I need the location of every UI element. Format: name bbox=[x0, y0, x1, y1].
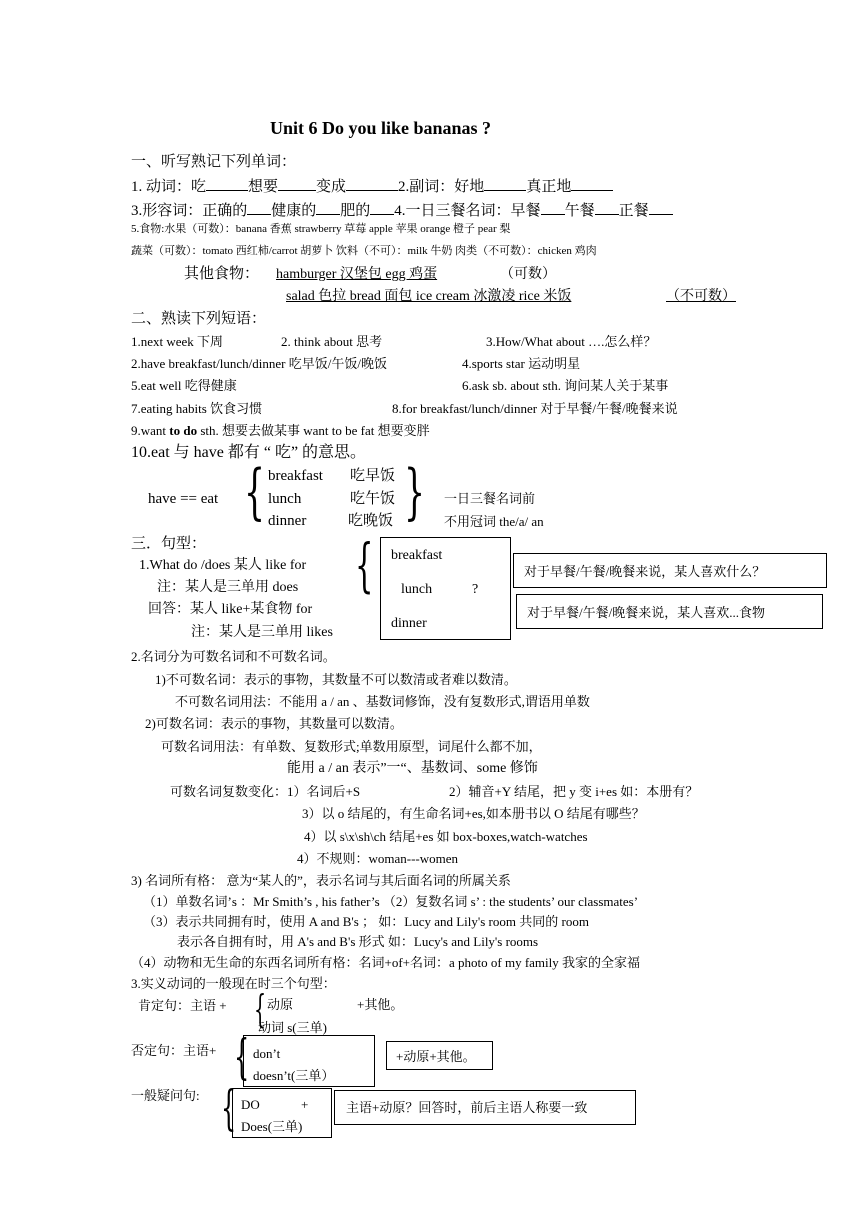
possessive-title: 3) 名词所有格： 意为“某人的”，表示名词与其后面名词的所属关系 bbox=[131, 873, 511, 888]
blank bbox=[370, 200, 394, 215]
phrase-1: 1.next week 下周 bbox=[131, 334, 224, 349]
plural-rule-3: 3）以 o 结尾的，有生命名词+es,如本册书以 O 结尾有哪些？ bbox=[302, 806, 645, 821]
meal-dinner-cn: 吃晚饭 bbox=[348, 513, 394, 529]
vocab-healthy: 健康的 bbox=[271, 203, 317, 219]
blank bbox=[278, 176, 316, 191]
positive-third-person: 动词 s(三单) bbox=[258, 1020, 327, 1035]
possessive-3: 表示各自拥有时，用 A's and B's 形式 如：Lucy's and Lily's rooms bbox=[177, 934, 539, 949]
answer-note: 注：某人是三单用 likes bbox=[191, 625, 333, 640]
noun-countable: 2)可数名词：表示的事物，其数量可以数清。 bbox=[145, 716, 403, 731]
question-meaning: 对于早餐/午餐/晚餐来说，某人喜欢什么？ bbox=[524, 564, 766, 579]
meal-lunch: lunch bbox=[268, 491, 302, 507]
noun-uncountable-usage: 不可数名词用法：不能用 a / an 、基数词修饰，没有复数形式,谓语用单数 bbox=[175, 694, 590, 709]
phrase-6: 5.eat well 吃得健康 bbox=[131, 378, 237, 393]
left-brace-icon: { bbox=[234, 1029, 250, 1085]
phrase-4: 2.have breakfast/lunch/dinner 吃早饭/午饭/晚饭 bbox=[131, 356, 387, 371]
answer-meaning: 对于早餐/午餐/晚餐来说，某人喜欢...食物 bbox=[527, 605, 765, 620]
phrase-3: 3.How/What about ….怎么样？ bbox=[486, 334, 657, 349]
blank bbox=[595, 200, 619, 215]
possessive-4: （4）动物和无生命的东西名词所有格：名词+of+名词：a photo of my family 我家的全家福 bbox=[131, 955, 640, 970]
noun-countable-usage-2: 能用 a / an 表示”一“、基数词、some 修饰 bbox=[287, 761, 538, 776]
other-food-countable-tag: （可数） bbox=[500, 267, 556, 282]
meal-note-1: 一日三餐名词前 bbox=[444, 491, 536, 506]
vocab-become: 变成 bbox=[316, 179, 347, 195]
vocab-lunch: 午餐 bbox=[564, 203, 595, 219]
box-breakfast: breakfast bbox=[391, 548, 443, 563]
have-eat-label: have == eat bbox=[148, 491, 219, 507]
vocab-veg-line: 蔬菜（可数）：tomato 西红柿/carrot 胡萝卜 饮料（不可）：milk 牛奶 肉类（不可数）：chicken 鸡肉 bbox=[131, 245, 597, 257]
vocab-line-2 bbox=[131, 200, 673, 219]
answer-pattern: 回答：某人 like+某食物 for bbox=[148, 602, 313, 617]
noun-title: 2.名词分为可数名词和不可数名词。 bbox=[131, 649, 336, 664]
vocab-verb-eat: 1. 动词：吃 bbox=[131, 179, 207, 195]
phrase-10-bold: to do bbox=[169, 423, 198, 438]
blank bbox=[316, 200, 340, 215]
question-label: 一般疑问句: bbox=[131, 1088, 200, 1103]
other-food-countable: hamburger 汉堡包 egg 鸡蛋 bbox=[276, 267, 438, 282]
phrase-9: 8.for breakfast/lunch/dinner 对于早餐/午餐/晚餐来说 bbox=[392, 401, 678, 416]
blank bbox=[206, 176, 248, 191]
blank bbox=[649, 200, 673, 215]
vocab-adverb-well: 2.副词：好地 bbox=[398, 179, 485, 195]
left-brace-icon: { bbox=[244, 457, 266, 527]
phrase-10-a: 9.want bbox=[131, 423, 170, 438]
vocab-fruit-line: 5.食物:水果（可数）：banana 香蕉 strawberry 草莓 apple 苹果 orange 橙子 pear 梨 bbox=[131, 223, 511, 235]
other-food-uncountable-tag: （不可数） bbox=[666, 289, 736, 304]
left-brace-icon: { bbox=[355, 531, 374, 599]
section-2-heading: 二、熟读下列短语： bbox=[131, 311, 267, 327]
meal-breakfast-cn: 吃早饭 bbox=[350, 468, 396, 484]
question-does: Does(三单) bbox=[241, 1119, 303, 1134]
left-brace-icon: { bbox=[221, 1080, 237, 1136]
question-pattern: 1.What do /does 某人 like for bbox=[139, 558, 307, 573]
positive-label: 肯定句：主语 + bbox=[138, 998, 227, 1013]
section-3-heading: 三．句型： bbox=[131, 536, 207, 552]
negative-dont: don’t bbox=[253, 1046, 281, 1061]
box-question-mark: ? bbox=[472, 582, 479, 597]
question-rest: 主语+动原？回答时，前后主语人称要一致 bbox=[346, 1100, 588, 1115]
negative-label: 否定句：主语+ bbox=[131, 1043, 217, 1058]
phrase-2: 2. think about 思考 bbox=[281, 334, 383, 349]
negative-rest: +动原+其他。 bbox=[396, 1049, 476, 1064]
positive-base-verb: 动原 bbox=[267, 997, 294, 1012]
right-brace-icon: } bbox=[404, 457, 426, 527]
phrase-10 bbox=[131, 424, 430, 437]
blank bbox=[541, 200, 565, 215]
box-dinner: dinner bbox=[391, 616, 427, 631]
vocab-dinner: 正餐 bbox=[618, 203, 649, 219]
blank bbox=[346, 176, 398, 191]
meal-note-2: 不用冠词 the/a/ an bbox=[444, 514, 544, 529]
plural-rule-2: 2）辅音+Y 结尾，把 y 变 i+es 如：本册有？ bbox=[449, 784, 699, 799]
vocab-line-1 bbox=[131, 176, 613, 195]
page-title: Unit 6 Do you like bananas ? bbox=[270, 118, 492, 138]
meal-dinner: dinner bbox=[268, 513, 307, 529]
vocab-really: 真正地 bbox=[526, 179, 572, 195]
other-food-label: 其他食物： bbox=[184, 266, 260, 282]
noun-countable-usage: 可数名词用法：有单数、复数形式;单数用原型，词尾什么都不加， bbox=[161, 739, 542, 754]
positive-rest: +其他。 bbox=[357, 997, 404, 1012]
meal-lunch-cn: 吃午饭 bbox=[350, 491, 396, 507]
question-note: 注：某人是三单用 does bbox=[157, 580, 299, 595]
plural-rule-1: 可数名词复数变化：1）名词后+S bbox=[170, 784, 361, 799]
verb-title: 3.实义动词的一般现在时三个句型： bbox=[131, 976, 336, 991]
phrase-11: 10.eat 与 have 都有 “ 吃” 的意思。 bbox=[131, 444, 367, 461]
plural-rule-irregular: 4）不规则：woman---women bbox=[297, 851, 459, 866]
other-food-uncountable: salad 色拉 bread 面包 ice cream 冰激凌 rice 米饭 bbox=[286, 289, 572, 304]
phrase-8: 7.eating habits 饮食习惯 bbox=[131, 401, 263, 416]
noun-uncountable: 1)不可数名词：表示的事物，其数量不可以数清或者难以数清。 bbox=[155, 672, 517, 687]
possessive-2: （3）表示共同拥有时，使用 A and B's ； 如：Lucy and Lily's room 共同的 room bbox=[143, 914, 589, 929]
vocab-fat: 肥的 bbox=[340, 203, 371, 219]
negative-doesnt: doesn’t(三单） bbox=[253, 1068, 335, 1083]
plural-rule-4: 4）以 s\x\sh\ch 结尾+es 如 box-boxes,watch-watches bbox=[304, 829, 588, 844]
blank bbox=[484, 176, 526, 191]
phrase-5: 4.sports star 运动明星 bbox=[462, 356, 581, 371]
question-plus: + bbox=[301, 1097, 309, 1112]
blank bbox=[571, 176, 613, 191]
question-do: DO bbox=[241, 1097, 260, 1112]
section-1-heading: 一、听写熟记下列单词： bbox=[131, 154, 297, 170]
phrase-10-c: sth. 想要去做某事 want to be fat 想要变胖 bbox=[197, 423, 430, 438]
possessive-1: （1）单数名词’s ：Mr Smith’s , his father’s （2）复数名词 s’ : the students’ our classmates’ bbox=[143, 894, 639, 909]
meal-breakfast: breakfast bbox=[268, 468, 323, 484]
phrase-7: 6.ask sb. about sth. 询问某人关于某事 bbox=[462, 378, 669, 393]
vocab-adj-right: 3.形容词：正确的 bbox=[131, 203, 248, 219]
blank bbox=[247, 200, 271, 215]
vocab-want: 想要 bbox=[248, 179, 279, 195]
vocab-meals: 4.一日三餐名词：早餐 bbox=[394, 203, 541, 219]
box-lunch: lunch bbox=[401, 582, 433, 597]
left-brace-icon: { bbox=[254, 987, 267, 1031]
